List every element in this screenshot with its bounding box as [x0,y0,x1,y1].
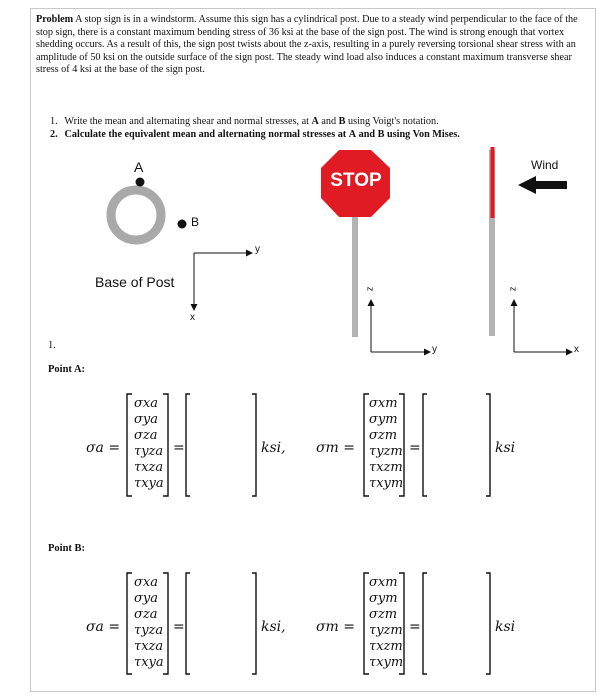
stop-sign-post [352,200,358,337]
question-2-point-a: A [348,128,357,140]
side-x-label: x [574,344,579,355]
alt-vector-bracket-right-b [163,573,168,674]
mean-sigma-y: σym [369,412,398,427]
mean-equals-point-a: = [409,440,421,456]
point-a-label: A [134,159,144,175]
question-1-number: 1. [50,116,58,127]
mean-result-bracket-left-a [423,394,427,496]
question-2-tail: using Von Mises. [386,128,460,140]
mean-result-bracket-right-a [486,394,490,496]
side-z-label: z [508,286,519,292]
mean-sigma-x: σxm [369,575,398,590]
question-2-point-b: B [377,128,385,140]
front-y-label: y [432,344,437,355]
question-2-number: 2. [50,128,58,140]
mean-tau-xy: τxym [369,655,404,670]
point-b-dot [178,220,187,229]
alt-vector-bracket-left-b [127,573,132,674]
mean-unit-point-b: ksi [495,619,516,635]
question-2-and: and [358,128,376,140]
question-1-tail: using Voigt's notation. [348,116,439,127]
mean-tau-yz: τyzm [369,623,403,638]
question-2-text: Calculate the equivalent mean and alternating normal stresses at [64,128,347,140]
sigma-m-label-point-a: σm = [316,440,356,456]
mean-result-bracket-right-b [486,573,490,674]
alt-sigma-y: σya [134,591,158,606]
alt-sigma-y: σya [134,412,158,427]
point-a-title: Point A: [48,364,86,375]
alt-result-bracket-left-b [186,573,190,674]
wind-label: Wind [531,158,559,172]
stop-sign-text: STOP [330,170,382,191]
alt-vector-point-a [134,396,164,492]
point-b-title: Point B: [48,543,86,554]
problem-text: A stop sign is in a windstorm. Assume this sign has a cylindrical post. Due to a steady wind perpendicular to the face of the stop sign, there is a constant maximum bending stress of 36 ksi at the base of the sign post. The wind is strong enough that vortex shedding occurs. As a result of this, the sign post twists about the z-axis, resulting in a purely reversing torsional shear stress with an amplitude of 50 ksi on the outside surface of the sign post. The steady wind load also induces a constant maximum transverse shear stress of 4 ksi at the base of the sign post. [36,14,578,76]
point-a-dot [136,178,145,187]
alt-result-bracket-left-a [186,394,190,496]
sigma-a-label-point-b: σa = [86,619,121,635]
mean-result-bracket-left-b [423,573,427,674]
alt-sigma-x: σxa [134,396,158,411]
side-view-sign-edge [491,147,495,218]
mean-sigma-z: σzm [369,428,398,443]
point-b-label: B [191,215,200,229]
post-cross-section-ring [111,190,161,240]
mean-tau-xz: τxzm [369,639,403,654]
mean-sigma-y: σym [369,591,398,606]
alt-vector-bracket-right-a [163,394,168,496]
answer-section-number: 1. [48,340,56,351]
alt-tau-xy: τxya [134,476,164,491]
mean-vector-point-b [369,575,403,671]
section-y-label: y [255,244,260,255]
alt-unit-point-a: ksi, [261,440,286,456]
question-1-and: and [321,116,337,127]
alt-sigma-z: σza [134,607,158,622]
base-of-post-label: Base of Post [95,274,175,290]
alt-equals-point-b: = [173,619,185,635]
alt-equals-point-a: = [173,440,185,456]
alt-tau-yz: τyza [134,623,164,638]
mean-tau-xy: τxym [369,476,404,491]
sigma-m-label-point-b: σm = [316,619,356,635]
mean-sigma-z: σzm [369,607,398,622]
alt-result-bracket-right-b [252,573,256,674]
problem-label: Problem [36,14,74,25]
alt-tau-xz: τxza [134,639,164,654]
sigma-a-label-point-a: σa = [86,440,121,456]
alt-result-bracket-right-a [252,394,256,496]
mean-vector-point-a [369,396,403,492]
question-1-text: Write the mean and alternating shear and normal stresses, at [64,116,309,127]
section-x-label: x [190,312,195,323]
alt-sigma-x: σxa [134,575,158,590]
question-1-point-a: A [311,116,319,127]
alt-unit-point-b: ksi, [261,619,286,635]
question-1-point-b: B [338,116,346,127]
alt-tau-xz: τxza [134,460,164,475]
mean-tau-xz: τxzm [369,460,403,475]
alt-tau-yz: τyza [134,444,164,459]
mean-equals-point-b: = [409,619,421,635]
alt-vector-point-b [134,575,164,671]
wind-arrow-icon [518,176,567,194]
alt-sigma-z: σza [134,428,158,443]
mean-sigma-x: σxm [369,396,398,411]
front-z-label: z [365,286,376,292]
alt-tau-xy: τxya [134,655,164,670]
alt-vector-bracket-left-a [127,394,132,496]
mean-tau-yz: τyzm [369,444,403,459]
mean-unit-point-a: ksi [495,440,516,456]
